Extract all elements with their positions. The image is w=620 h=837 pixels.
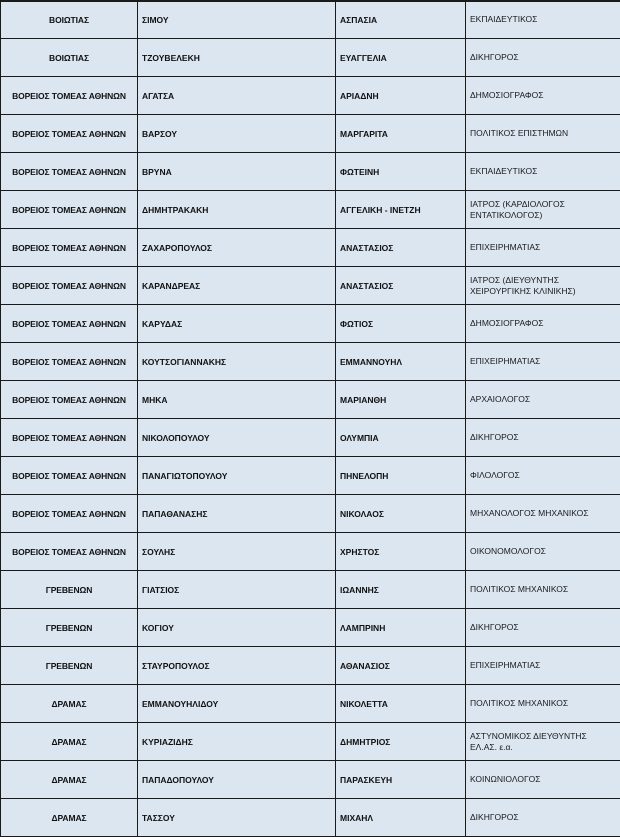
first-name-cell: ΑΝΑΣΤΑΣΙΟΣ [336,229,466,267]
profession-cell: ΔΙΚΗΓΟΡΟΣ [466,609,620,647]
table-row [1,267,620,305]
first-name-cell: ΟΛΥΜΠΙΑ [336,419,466,457]
surname-cell: ΤΑΣΣΟΥ [138,799,336,837]
first-name-cell: ΑΣΠΑΣΙΑ [336,1,466,39]
region-cell: ΒΟΡΕΙΟΣ ΤΟΜΕΑΣ ΑΘΗΝΩΝ [1,267,138,305]
profession-cell: ΦΙΛΟΛΟΓΟΣ [466,457,620,495]
profession-cell: ΟΙΚΟΝΟΜΟΛΟΓΟΣ [466,533,620,571]
profession-cell: ΕΚΠΑΙΔΕΥΤΙΚΟΣ [466,1,620,39]
first-name-cell: ΜΙΧΑΗΛ [336,799,466,837]
surname-cell: ΣΤΑΥΡΟΠΟΥΛΟΣ [138,647,336,685]
profession-cell: ΔΙΚΗΓΟΡΟΣ [466,419,620,457]
region-cell: ΒΟΙΩΤΙΑΣ [1,1,138,39]
profession-cell: ΔΗΜΟΣΙΟΓΡΑΦΟΣ [466,305,620,343]
region-cell: ΔΡΑΜΑΣ [1,723,138,761]
first-name-cell: ΛΑΜΠΡΙΝΗ [336,609,466,647]
table-row [1,571,620,609]
surname-cell: ΣΟΥΛΗΣ [138,533,336,571]
first-name-cell: ΙΩΑΝΝΗΣ [336,571,466,609]
surname-cell: ΖΑΧΑΡΟΠΟΥΛΟΣ [138,229,336,267]
first-name-cell: ΑΓΓΕΛΙΚΗ - ΙΝΕΤΖΗ [336,191,466,229]
surname-cell: ΚΑΡΥΔΑΣ [138,305,336,343]
region-cell: ΒΟΡΕΙΟΣ ΤΟΜΕΑΣ ΑΘΗΝΩΝ [1,305,138,343]
first-name-cell: ΠΗΝΕΛΟΠΗ [336,457,466,495]
table-row [1,761,620,799]
profession-cell: ΠΟΛΙΤΙΚΟΣ ΜΗΧΑΝΙΚΟΣ [466,571,620,609]
profession-cell: ΕΠΙΧΕΙΡΗΜΑΤΙΑΣ [466,229,620,267]
table-row [1,647,620,685]
surname-cell: ΕΜΜΑΝΟΥΗΛΙΔΟΥ [138,685,336,723]
surname-cell: ΠΑΠΑΘΑΝΑΣΗΣ [138,495,336,533]
region-cell: ΒΟΡΕΙΟΣ ΤΟΜΕΑΣ ΑΘΗΝΩΝ [1,343,138,381]
first-name-cell: ΜΑΡΙΑΝΘΗ [336,381,466,419]
table-row [1,1,620,39]
top-border [0,0,620,2]
table-row [1,115,620,153]
region-cell: ΒΟΡΕΙΟΣ ΤΟΜΕΑΣ ΑΘΗΝΩΝ [1,457,138,495]
first-name-cell: ΑΡΙΑΔΝΗ [336,77,466,115]
table-row [1,229,620,267]
surname-cell: ΒΑΡΣΟΥ [138,115,336,153]
table-row [1,419,620,457]
table-row [1,77,620,115]
profession-cell: ΕΚΠΑΙΔΕΥΤΙΚΟΣ [466,153,620,191]
region-cell: ΒΟΡΕΙΟΣ ΤΟΜΕΑΣ ΑΘΗΝΩΝ [1,77,138,115]
first-name-cell: ΑΝΑΣΤΑΣΙΟΣ [336,267,466,305]
first-name-cell: ΧΡΗΣΤΟΣ [336,533,466,571]
profession-cell: ΕΠΙΧΕΙΡΗΜΑΤΙΑΣ [466,343,620,381]
profession-cell: ΕΠΙΧΕΙΡΗΜΑΤΙΑΣ [466,647,620,685]
table-row [1,153,620,191]
profession-cell: ΔΙΚΗΓΟΡΟΣ [466,39,620,77]
region-cell: ΓΡΕΒΕΝΩΝ [1,647,138,685]
table-row [1,457,620,495]
profession-cell: ΔΗΜΟΣΙΟΓΡΑΦΟΣ [466,77,620,115]
surname-cell: ΚΟΓΙΟΥ [138,609,336,647]
table-row [1,723,620,761]
first-name-cell: ΜΑΡΓΑΡΙΤΑ [336,115,466,153]
surname-cell: ΒΡΥΝΑ [138,153,336,191]
profession-cell: ΔΙΚΗΓΟΡΟΣ [466,799,620,837]
table-row [1,609,620,647]
table-row [1,495,620,533]
first-name-cell: ΦΩΤΙΟΣ [336,305,466,343]
profession-cell: ΠΟΛΙΤΙΚΟΣ ΕΠΙΣΤΗΜΩΝ [466,115,620,153]
table-row [1,191,620,229]
region-cell: ΒΟΡΕΙΟΣ ΤΟΜΕΑΣ ΑΘΗΝΩΝ [1,153,138,191]
surname-cell: ΝΙΚΟΛΟΠΟΥΛΟΥ [138,419,336,457]
surname-cell: ΠΑΠΑΔΟΠΟΥΛΟΥ [138,761,336,799]
surname-cell: ΠΑΝΑΓΙΩΤΟΠΟΥΛΟΥ [138,457,336,495]
surname-cell: ΑΓΑΤΣΑ [138,77,336,115]
profession-cell: ΙΑΤΡΟΣ (ΚΑΡΔΙΟΛΟΓΟΣ ΕΝΤΑΤΙΚΟΛΟΓΟΣ) [466,191,620,229]
first-name-cell: ΠΑΡΑΣΚΕΥΗ [336,761,466,799]
surname-cell: ΜΗΚΑ [138,381,336,419]
profession-cell: ΚΟΙΝΩΝΙΟΛΟΓΟΣ [466,761,620,799]
table-row [1,39,620,77]
surname-cell: ΔΗΜΗΤΡΑΚΑΚΗ [138,191,336,229]
region-cell: ΒΟΡΕΙΟΣ ΤΟΜΕΑΣ ΑΘΗΝΩΝ [1,495,138,533]
region-cell: ΔΡΑΜΑΣ [1,799,138,837]
table-row [1,685,620,723]
surname-cell: ΚΟΥΤΣΟΓΙΑΝΝΑΚΗΣ [138,343,336,381]
first-name-cell: ΑΘΑΝΑΣΙΟΣ [336,647,466,685]
profession-cell: ΠΟΛΙΤΙΚΟΣ ΜΗΧΑΝΙΚΟΣ [466,685,620,723]
profession-cell: ΑΣΤΥΝΟΜΙΚΟΣ ΔΙΕΥΘΥΝΤΗΣ ΕΛ.ΑΣ. ε.α. [466,723,620,761]
first-name-cell: ΕΜΜΑΝΝΟΥΗΛ [336,343,466,381]
first-name-cell: ΔΗΜΗΤΡΙΟΣ [336,723,466,761]
region-cell: ΒΟΡΕΙΟΣ ΤΟΜΕΑΣ ΑΘΗΝΩΝ [1,115,138,153]
surname-cell: ΓΙΑΤΣΙΟΣ [138,571,336,609]
region-cell: ΒΟΡΕΙΟΣ ΤΟΜΕΑΣ ΑΘΗΝΩΝ [1,381,138,419]
region-cell: ΓΡΕΒΕΝΩΝ [1,571,138,609]
surname-cell: ΣΙΜΟΥ [138,1,336,39]
profession-cell: ΑΡΧΑΙΟΛΟΓΟΣ [466,381,620,419]
table-body [1,1,620,837]
table-row [1,533,620,571]
first-name-cell: ΕΥΑΓΓΕΛΙΑ [336,39,466,77]
first-name-cell: ΝΙΚΟΛΕΤΤΑ [336,685,466,723]
table-row [1,799,620,837]
first-name-cell: ΝΙΚΟΛΑΟΣ [336,495,466,533]
region-cell: ΒΟΡΕΙΟΣ ΤΟΜΕΑΣ ΑΘΗΝΩΝ [1,229,138,267]
surname-cell: ΚΥΡΙΑΖΙΔΗΣ [138,723,336,761]
surname-cell: ΚΑΡΑΝΔΡΕΑΣ [138,267,336,305]
surname-cell: ΤΖΟΥΒΕΛΕΚΗ [138,39,336,77]
region-cell: ΔΡΑΜΑΣ [1,761,138,799]
region-cell: ΒΟΡΕΙΟΣ ΤΟΜΕΑΣ ΑΘΗΝΩΝ [1,533,138,571]
region-cell: ΔΡΑΜΑΣ [1,685,138,723]
region-cell: ΒΟΡΕΙΟΣ ΤΟΜΕΑΣ ΑΘΗΝΩΝ [1,191,138,229]
profession-cell: ΙΑΤΡΟΣ (ΔΙΕΥΘΥΝΤΗΣ ΧΕΙΡΟΥΡΓΙΚΗΣ ΚΛΙΝΙΚΗΣ) [466,267,620,305]
region-cell: ΒΟΙΩΤΙΑΣ [1,39,138,77]
profession-cell: ΜΗΧΑΝΟΛΟΓΟΣ ΜΗΧΑΝΙΚΟΣ [466,495,620,533]
table-row [1,381,620,419]
table-row [1,305,620,343]
region-cell: ΒΟΡΕΙΟΣ ΤΟΜΕΑΣ ΑΘΗΝΩΝ [1,419,138,457]
region-cell: ΓΡΕΒΕΝΩΝ [1,609,138,647]
first-name-cell: ΦΩΤΕΙΝΗ [336,153,466,191]
table-row [1,343,620,381]
